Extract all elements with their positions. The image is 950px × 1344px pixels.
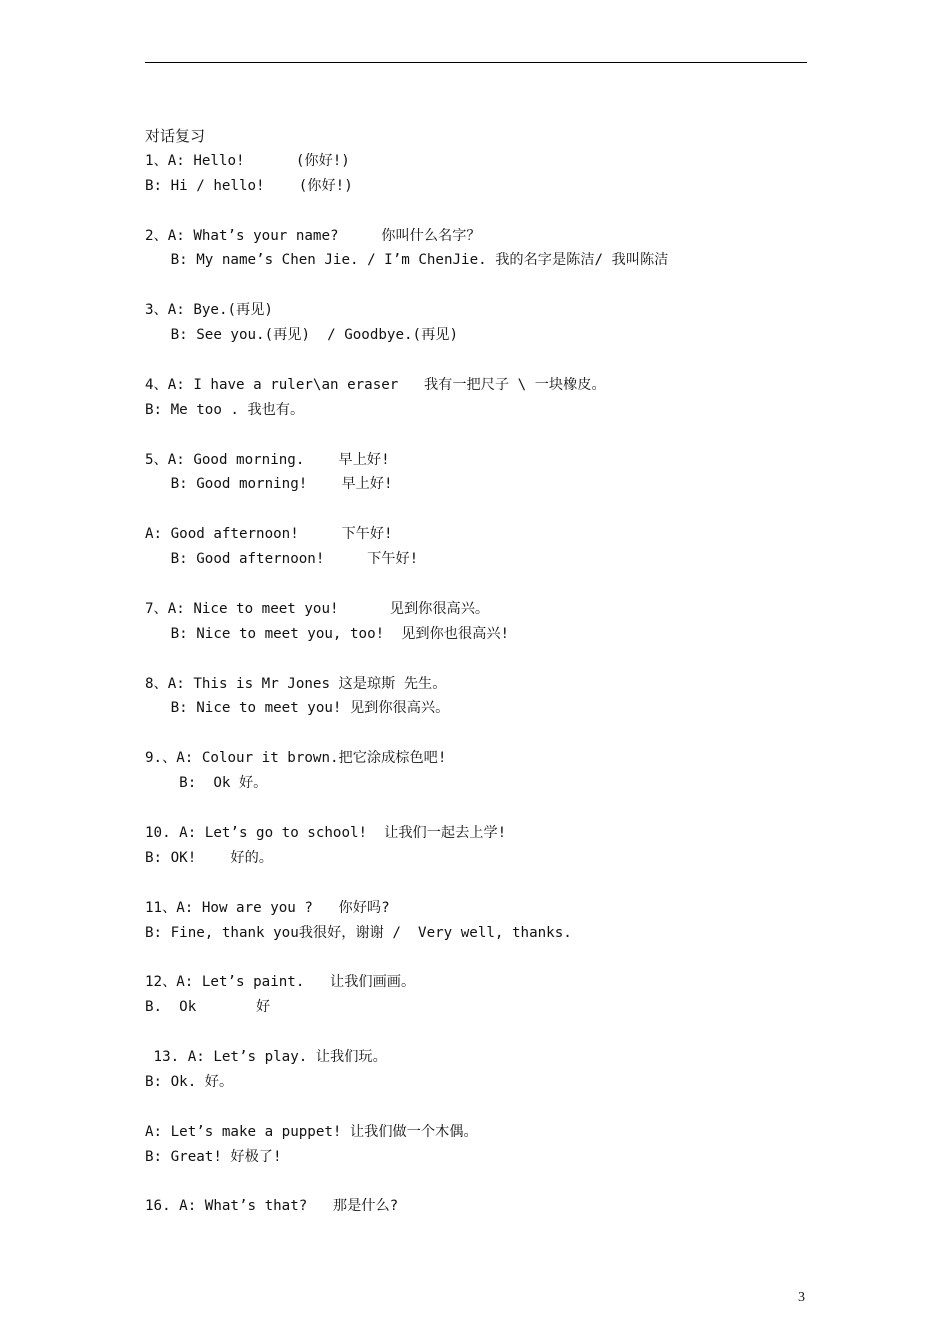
dialogue-line: [145, 871, 825, 896]
dialogue-line: [145, 721, 825, 746]
dialogue-line: B: Hi / hello! (你好!): [145, 177, 353, 194]
dialogue-line: B: Nice to meet you, too! 见到你也很高兴!: [145, 625, 510, 642]
dialogue-line: B: OK! 好的。: [145, 849, 273, 866]
dialogue-line: [145, 199, 825, 224]
dialogue-line: 5、A: Good morning. 早上好!: [145, 451, 390, 468]
dialogue-line: B: My name’s Chen Jie. / I’m ChenJie. 我的名字是陈洁/ 我叫陈洁: [145, 252, 669, 269]
dialogue-lines: [145, 149, 825, 1219]
dialogue-line: [145, 647, 825, 672]
dialogue-line: [145, 273, 825, 298]
dialogue-line: B: Good morning! 早上好!: [145, 476, 393, 493]
dialogue-line: [145, 423, 825, 448]
dialogue-line: B: See you.(再见) / Goodbye.(再见): [145, 327, 458, 344]
dialogue-line: 4、A: I have a ruler\an eraser 我有一把尺子 \ 一块橡皮。: [145, 376, 606, 393]
dialogue-line: 11、A: How are you ? 你好吗?: [145, 899, 390, 916]
dialogue-line: B: Fine, thank you我很好，谢谢 / Very well, thanks.: [145, 924, 572, 941]
dialogue-review: [145, 124, 825, 1219]
dialogue-line: 1、A: Hello! (你好!): [145, 152, 350, 169]
dialogue-line: B: Me too . 我也有。: [145, 401, 305, 418]
dialogue-line: A: Let’s make a puppet! 让我们做一个木偶。: [145, 1123, 478, 1140]
dialogue-line: 13. A: Let’s play. 让我们玩。: [145, 1048, 387, 1065]
dialogue-line: 7、A: Nice to meet you! 见到你很高兴。: [145, 600, 490, 617]
dialogue-line: 10. A: Let’s go to school! 让我们一起去上学!: [145, 824, 507, 841]
dialogue-line: 16. A: What’s that? 那是什么?: [145, 1198, 399, 1215]
section-title: 对话复习: [145, 127, 206, 145]
dialogue-line: [145, 1095, 825, 1120]
dialogue-line: [145, 348, 825, 373]
dialogue-line: [145, 796, 825, 821]
dialogue-line: 2、A: What’s your name? 你叫什么名字？: [145, 227, 481, 244]
dialogue-line: [145, 497, 825, 522]
dialogue-line: B. Ok 好: [145, 999, 271, 1016]
dialogue-line: [145, 945, 825, 970]
dialogue-line: 8、A: This is Mr Jones 这是琼斯 先生。: [145, 675, 447, 692]
dialogue-line: A: Good afternoon! 下午好!: [145, 526, 393, 543]
dialogue-line: [145, 1169, 825, 1194]
dialogue-line: [145, 1020, 825, 1045]
dialogue-line: 3、A: Bye.(再见): [145, 302, 273, 319]
dialogue-line: B: Good afternoon! 下午好!: [145, 551, 419, 568]
dialogue-line: B: Great! 好极了!: [145, 1148, 282, 1165]
dialogue-line: [145, 572, 825, 597]
dialogue-line: B: Ok. 好。: [145, 1073, 234, 1090]
dialogue-line: B: Ok 好。: [145, 775, 268, 792]
dialogue-line: B: Nice to meet you! 见到你很高兴。: [145, 700, 450, 717]
page-number: 3: [798, 1290, 805, 1305]
dialogue-line: 12、A: Let’s paint. 让我们画画。: [145, 974, 416, 991]
header-rule: [145, 62, 807, 63]
dialogue-line: 9.、A: Colour it brown.把它涂成棕色吧!: [145, 750, 447, 767]
